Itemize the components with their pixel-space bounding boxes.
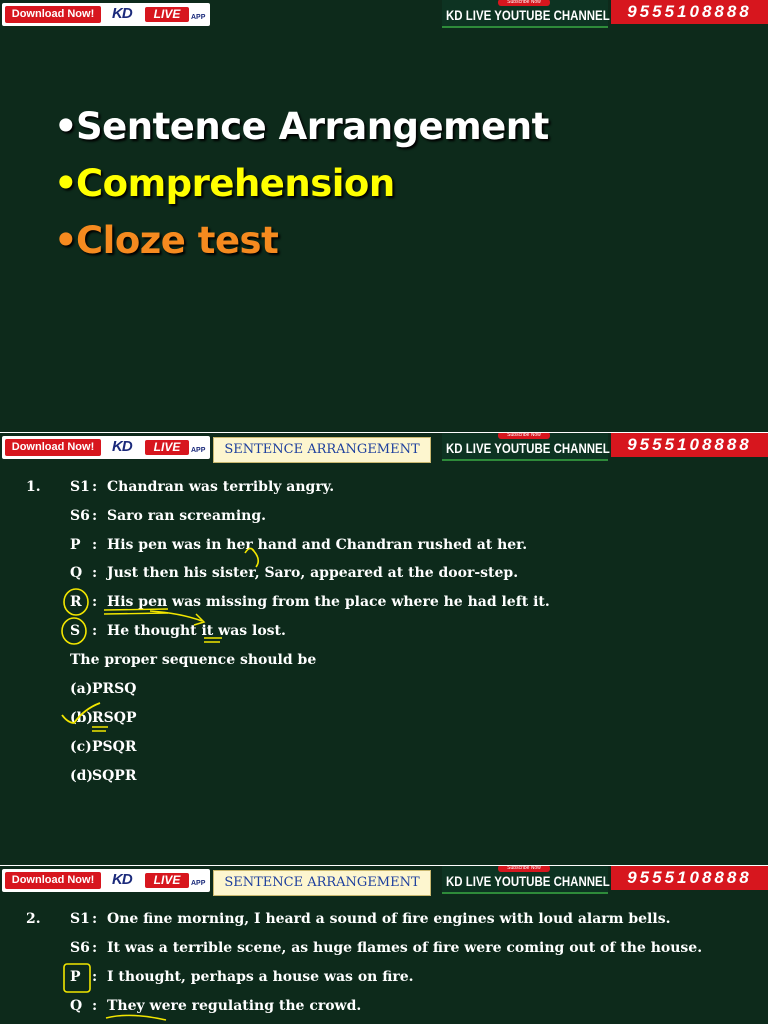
sentence-text: Chandran was terribly angry. — [107, 479, 335, 495]
sentence-label: S1 — [70, 479, 90, 495]
live-logo: LIVE — [145, 7, 189, 22]
subscribe-tag[interactable]: Subscribe Now — [498, 433, 550, 439]
phone-number: 9555108888 — [611, 433, 768, 457]
option-value: SQPR — [92, 768, 137, 784]
annotation-overlay — [0, 433, 768, 865]
option-key: (d) — [70, 768, 94, 784]
question-prompt: The proper sequence should be — [70, 652, 317, 668]
subscribe-tag[interactable]: Subscribe Now — [498, 866, 550, 872]
label-separator: : — [92, 998, 98, 1014]
slide-question-1 — [0, 433, 768, 865]
live-logo: LIVE — [145, 873, 189, 888]
underline-mark — [204, 638, 222, 642]
sentence-text: It was a terrible scene, as huge flames of fire were coming out of the house. — [107, 940, 703, 956]
label-separator: : — [92, 911, 98, 927]
topic-label: Cloze test — [76, 219, 279, 262]
channel-label: KD LIVE YOUTUBE CHANNEL — [446, 7, 610, 23]
option-key: (b) — [70, 710, 94, 726]
subscribe-tag[interactable]: Subscribe Now — [498, 0, 550, 6]
live-logo: LIVE — [145, 440, 189, 455]
bullet-icon: • — [54, 162, 78, 205]
topic-title: SENTENCE ARRANGEMENT — [213, 870, 431, 896]
underline-mark — [92, 727, 108, 731]
sentence-label: Q — [70, 998, 83, 1014]
kd-logo: KD — [112, 5, 132, 22]
label-separator: : — [92, 623, 98, 639]
bullet-icon: • — [54, 105, 78, 148]
circle-mark-s — [62, 618, 86, 644]
circle-mark-r — [64, 589, 88, 615]
brand-logo-box — [2, 3, 210, 26]
option-value: PRSQ — [92, 681, 137, 697]
sentence-label: S6 — [70, 940, 90, 956]
caret-mark-icon — [245, 548, 258, 567]
sentence-text: Saro ran screaming. — [107, 508, 267, 524]
option-value: RSQP — [92, 710, 137, 726]
app-tag: APP — [191, 447, 206, 454]
app-tag: APP — [191, 14, 206, 21]
sentence-label: S6 — [70, 508, 90, 524]
sentence-label: P — [70, 537, 81, 553]
sentence-text: His pen was missing from the place where he had left it. — [107, 594, 550, 610]
question-number: 1. — [26, 479, 41, 495]
kd-logo: KD — [112, 438, 132, 455]
topic-title: SENTENCE ARRANGEMENT — [213, 437, 431, 463]
sentence-label: R — [70, 594, 82, 610]
download-now-button[interactable]: Download Now! — [5, 6, 101, 23]
sentence-label: Q — [70, 565, 83, 581]
label-separator: : — [92, 969, 98, 985]
phone-number: 9555108888 — [611, 866, 768, 890]
sentence-text: They were regulating the crowd. — [107, 998, 362, 1014]
annotation-overlay — [0, 866, 768, 1024]
option-key: (a) — [70, 681, 93, 697]
download-now-button[interactable]: Download Now! — [5, 439, 101, 456]
label-separator: : — [92, 537, 98, 553]
option-key: (c) — [70, 739, 92, 755]
topic-item — [54, 155, 549, 212]
channel-label: KD LIVE YOUTUBE CHANNEL — [446, 873, 610, 889]
slide-header — [0, 0, 768, 30]
slide-topics — [0, 0, 768, 432]
topic-item — [54, 98, 549, 155]
option-value: PSQR — [92, 739, 137, 755]
download-now-button[interactable]: Download Now! — [5, 872, 101, 889]
sentence-label: P — [70, 969, 81, 985]
sentence-text: One fine morning, I heard a sound of fire engines with loud alarm bells. — [107, 911, 671, 927]
sentence-text: His pen was in her hand and Chandran rushed at her. — [107, 537, 528, 553]
sentence-text: I thought, perhaps a house was on fire. — [107, 969, 414, 985]
label-separator: : — [92, 479, 98, 495]
topic-list — [54, 98, 549, 269]
sentence-text: He thought it was lost. — [107, 623, 286, 639]
kd-logo: KD — [112, 871, 132, 888]
phone-number: 9555108888 — [611, 0, 768, 24]
label-separator: : — [92, 940, 98, 956]
label-separator: : — [92, 565, 98, 581]
label-separator: : — [92, 508, 98, 524]
underline-mark — [106, 1015, 166, 1020]
sentence-text: Just then his sister, Saro, appeared at the door-step. — [107, 565, 519, 581]
check-mark-icon — [62, 703, 100, 723]
sentence-label: S — [70, 623, 81, 639]
slide-question-2 — [0, 866, 768, 1024]
bullet-icon: • — [54, 219, 78, 262]
topic-label: Comprehension — [76, 162, 395, 205]
app-tag: APP — [191, 880, 206, 887]
box-mark-p — [64, 964, 90, 992]
question-number: 2. — [26, 911, 41, 927]
youtube-channel-banner — [442, 0, 608, 28]
sentence-label: S1 — [70, 911, 90, 927]
topic-label: Sentence Arrangement — [76, 105, 549, 148]
channel-label: KD LIVE YOUTUBE CHANNEL — [446, 440, 610, 456]
topic-item — [54, 212, 549, 269]
label-separator: : — [92, 594, 98, 610]
